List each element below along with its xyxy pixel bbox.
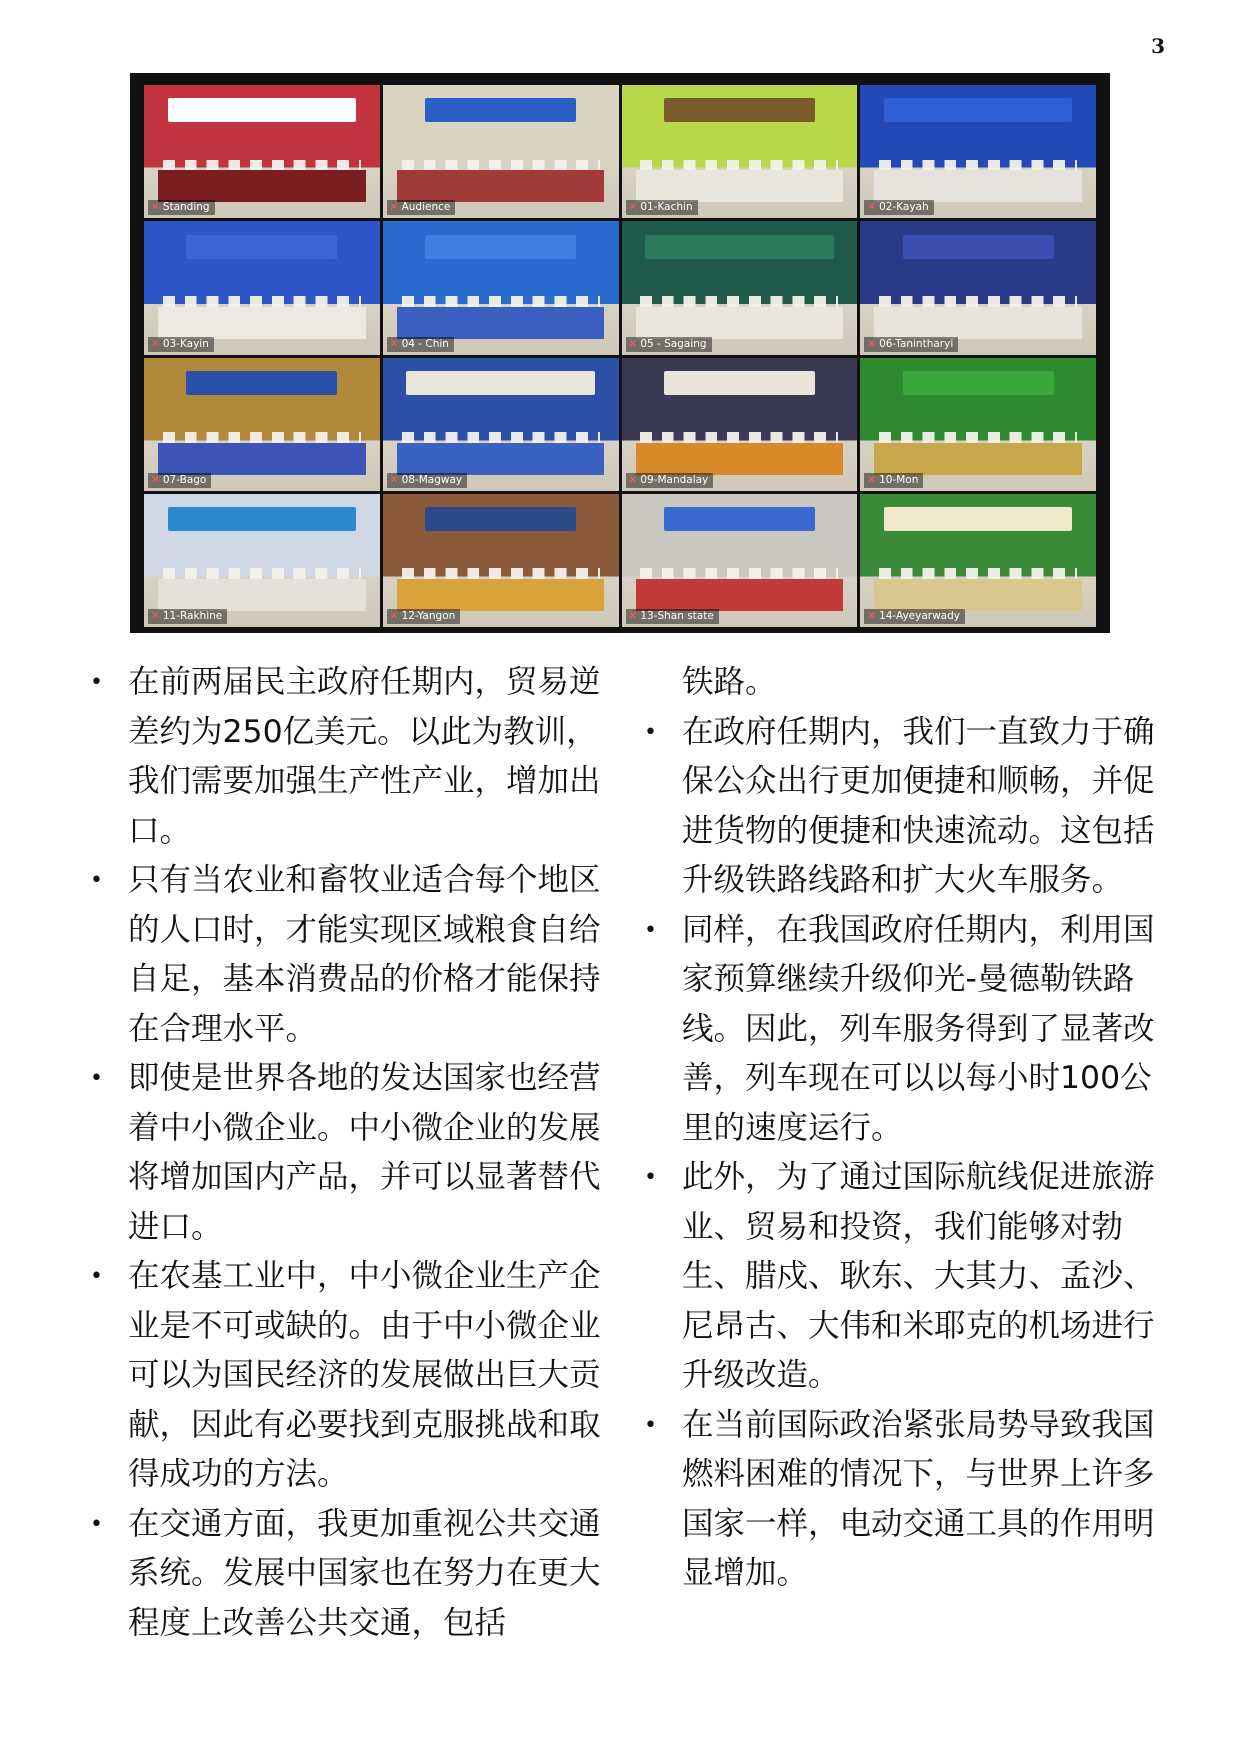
conference-grid bbox=[144, 85, 1096, 627]
bullet-item bbox=[644, 708, 1162, 906]
tile-label-text: 14-Ayeyarwady bbox=[879, 610, 960, 622]
tile-banner bbox=[406, 371, 595, 395]
tile-label-text: 13-Shan state bbox=[640, 610, 714, 622]
conference-tile bbox=[860, 358, 1096, 491]
mic-muted-icon: ✕ bbox=[628, 337, 638, 350]
tile-banner bbox=[425, 98, 576, 122]
tile-label bbox=[148, 200, 215, 215]
mic-muted-icon: ✕ bbox=[867, 337, 877, 350]
mic-muted-icon: ✕ bbox=[628, 201, 638, 214]
tile-banner bbox=[425, 235, 576, 259]
mic-muted-icon: ✕ bbox=[389, 473, 399, 486]
mic-muted-icon: ✕ bbox=[389, 610, 399, 622]
tile-label bbox=[864, 200, 933, 215]
tile-desk bbox=[874, 307, 1081, 339]
conference-tile bbox=[144, 494, 380, 627]
bullet-dot: • bbox=[644, 719, 657, 745]
tile-label bbox=[864, 473, 923, 488]
mic-muted-icon: ✕ bbox=[867, 473, 877, 486]
tile-desk bbox=[397, 579, 604, 611]
mic-muted-icon: ✕ bbox=[151, 337, 160, 350]
mic-muted-icon: ✕ bbox=[867, 201, 877, 214]
tile-desk bbox=[874, 170, 1081, 202]
bullet-item bbox=[644, 906, 1162, 1154]
continued-text: 铁路。 bbox=[682, 664, 777, 700]
mic-muted-icon: ✕ bbox=[389, 201, 399, 214]
bullet-item bbox=[644, 1401, 1162, 1599]
tile-label bbox=[626, 609, 719, 624]
mic-muted-icon: ✕ bbox=[151, 610, 160, 622]
tile-banner bbox=[884, 507, 1073, 531]
conference-tile bbox=[622, 494, 858, 627]
video-conference-photo bbox=[130, 73, 1110, 633]
tile-label bbox=[626, 473, 714, 488]
tile-label-text: Standing bbox=[162, 201, 210, 214]
tile-label-text: 07-Bago bbox=[162, 473, 207, 486]
tile-label-text: 03-Kayin bbox=[162, 337, 209, 350]
conference-tile bbox=[622, 85, 858, 218]
tile-label bbox=[864, 337, 958, 352]
conference-tile bbox=[144, 358, 380, 491]
bullet-item bbox=[90, 1054, 608, 1252]
conference-tile bbox=[860, 494, 1096, 627]
tile-banner bbox=[884, 98, 1073, 122]
tile-label-text: 02-Kayah bbox=[879, 201, 929, 214]
tile-label bbox=[864, 609, 965, 624]
right-column bbox=[644, 658, 1162, 1599]
tile-label-text: Audience bbox=[401, 201, 451, 214]
tile-banner bbox=[168, 98, 357, 122]
tile-label bbox=[387, 473, 467, 488]
tile-desk bbox=[158, 170, 365, 202]
bullet-item bbox=[90, 658, 608, 856]
tile-label-text: 09-Mandalay bbox=[640, 473, 709, 486]
tile-desk bbox=[158, 307, 365, 339]
tile-desk bbox=[636, 170, 843, 202]
bullet-dot: • bbox=[90, 670, 103, 695]
bullet-text: 只有当农业和畜牧业适合每个地区的人口时，才能实现区域粮食自给自足，基本消费品的价格才能保持在合理水平。 bbox=[128, 862, 601, 1047]
bullet-item bbox=[90, 1252, 608, 1500]
bullet-dot: • bbox=[90, 1066, 103, 1091]
bullet-item bbox=[90, 1500, 608, 1649]
conference-tile bbox=[383, 358, 619, 491]
tile-desk bbox=[874, 443, 1081, 475]
bullet-text: 在前两届民主政府任期内，贸易逆差约为250亿美元。以此为教训，我们需要加强生产性产业，增加出口。 bbox=[128, 664, 601, 849]
conference-tile bbox=[144, 221, 380, 354]
tile-desk bbox=[874, 579, 1081, 611]
tile-label bbox=[148, 473, 211, 488]
tile-desk bbox=[158, 579, 365, 611]
bullet-dot: • bbox=[644, 1165, 657, 1190]
tile-desk bbox=[636, 579, 843, 611]
mic-muted-icon: ✕ bbox=[151, 473, 160, 486]
tile-banner bbox=[903, 371, 1054, 395]
bullet-text: 在农基工业中，中小微企业生产企业是不可或缺的。由于中小微企业可以为国民经济的发展做出巨大贡献，因此有必要找到克服挑战和取得成功的方法。 bbox=[128, 1258, 601, 1492]
tile-label-text: 11-Rakhine bbox=[162, 610, 223, 622]
conference-tile bbox=[622, 358, 858, 491]
tile-label bbox=[387, 609, 461, 624]
bullet-item bbox=[90, 856, 608, 1054]
tile-banner bbox=[664, 371, 815, 395]
bullet-dot: • bbox=[90, 1264, 103, 1289]
bullet-dot: • bbox=[90, 868, 103, 893]
tile-label bbox=[387, 337, 454, 352]
tile-desk bbox=[636, 443, 843, 475]
conference-tile bbox=[144, 85, 380, 218]
left-column bbox=[90, 658, 608, 1648]
tile-banner bbox=[168, 507, 357, 531]
mic-muted-icon: ✕ bbox=[389, 337, 399, 350]
conference-tile bbox=[383, 494, 619, 627]
mic-muted-icon: ✕ bbox=[151, 201, 160, 214]
tile-banner bbox=[186, 371, 337, 395]
tile-label-text: 10-Mon bbox=[879, 473, 919, 486]
tile-banner bbox=[425, 507, 576, 531]
tile-label-text: 08-Magway bbox=[401, 473, 463, 486]
tile-banner bbox=[186, 235, 337, 259]
conference-tile bbox=[860, 85, 1096, 218]
tile-banner bbox=[664, 98, 815, 122]
bullet-text: 在政府任期内，我们一直致力于确保公众出行更加便捷和顺畅，并促进货物的便捷和快速流动。这包括升级铁路线路和扩大火车服务。 bbox=[682, 713, 1155, 898]
bullet-dot: • bbox=[644, 917, 657, 943]
tile-label-text: 06-Tanintharyi bbox=[879, 337, 954, 350]
bullet-text: 即使是世界各地的发达国家也经营着中小微企业。中小微企业的发展将增加国内产品，并可以显著替代进口。 bbox=[128, 1060, 601, 1245]
tile-banner bbox=[903, 235, 1054, 259]
tile-label-text: 04 - Chin bbox=[401, 337, 449, 350]
conference-tile bbox=[860, 221, 1096, 354]
tile-label-text: 05 - Sagaing bbox=[640, 337, 707, 350]
tile-desk bbox=[158, 443, 365, 475]
bullet-text: 在交通方面，我更加重视公共交通系统。发展中国家也在努力在更大程度上改善公共交通，包括 bbox=[128, 1505, 601, 1641]
page-number: 3 bbox=[1151, 34, 1165, 58]
conference-tile bbox=[383, 221, 619, 354]
bullet-text: 此外，为了通过国际航线促进旅游业、贸易和投资，我们能够对勃生、腊戍、耿东、大其力、孟沙、尼昂古、大伟和米耶克的机场进行升级改造。 bbox=[682, 1159, 1155, 1393]
tile-desk bbox=[397, 443, 604, 475]
tile-label bbox=[626, 200, 698, 215]
mic-muted-icon: ✕ bbox=[867, 610, 877, 622]
bullet-text: 在当前国际政治紧张局势导致我国燃料困难的情况下，与世界上许多国家一样，电动交通工具的作用明显增加。 bbox=[682, 1406, 1155, 1591]
tile-label-text: 01-Kachin bbox=[640, 201, 693, 214]
tile-label bbox=[148, 609, 227, 624]
tile-desk bbox=[397, 170, 604, 202]
bullet-item bbox=[644, 1153, 1162, 1401]
bullet-text: 同样，在我国政府任期内，利用国家预算继续升级仰光-曼德勒铁路线。因此，列车服务得到了显著改善，列车现在可以以每小时100公里的速度运行。 bbox=[682, 911, 1155, 1146]
tile-label bbox=[387, 200, 456, 215]
bullet-dot: • bbox=[90, 1511, 103, 1537]
bullet-dot: • bbox=[644, 1412, 657, 1438]
tile-desk bbox=[636, 307, 843, 339]
tile-label bbox=[148, 337, 214, 352]
tile-banner bbox=[645, 235, 834, 259]
tile-label-text: 12-Yangon bbox=[401, 610, 456, 622]
tile-banner bbox=[664, 507, 815, 531]
mic-muted-icon: ✕ bbox=[628, 473, 638, 486]
conference-tile bbox=[383, 85, 619, 218]
conference-tile bbox=[622, 221, 858, 354]
mic-muted-icon: ✕ bbox=[628, 610, 638, 622]
tile-desk bbox=[397, 307, 604, 339]
tile-label bbox=[626, 337, 712, 352]
